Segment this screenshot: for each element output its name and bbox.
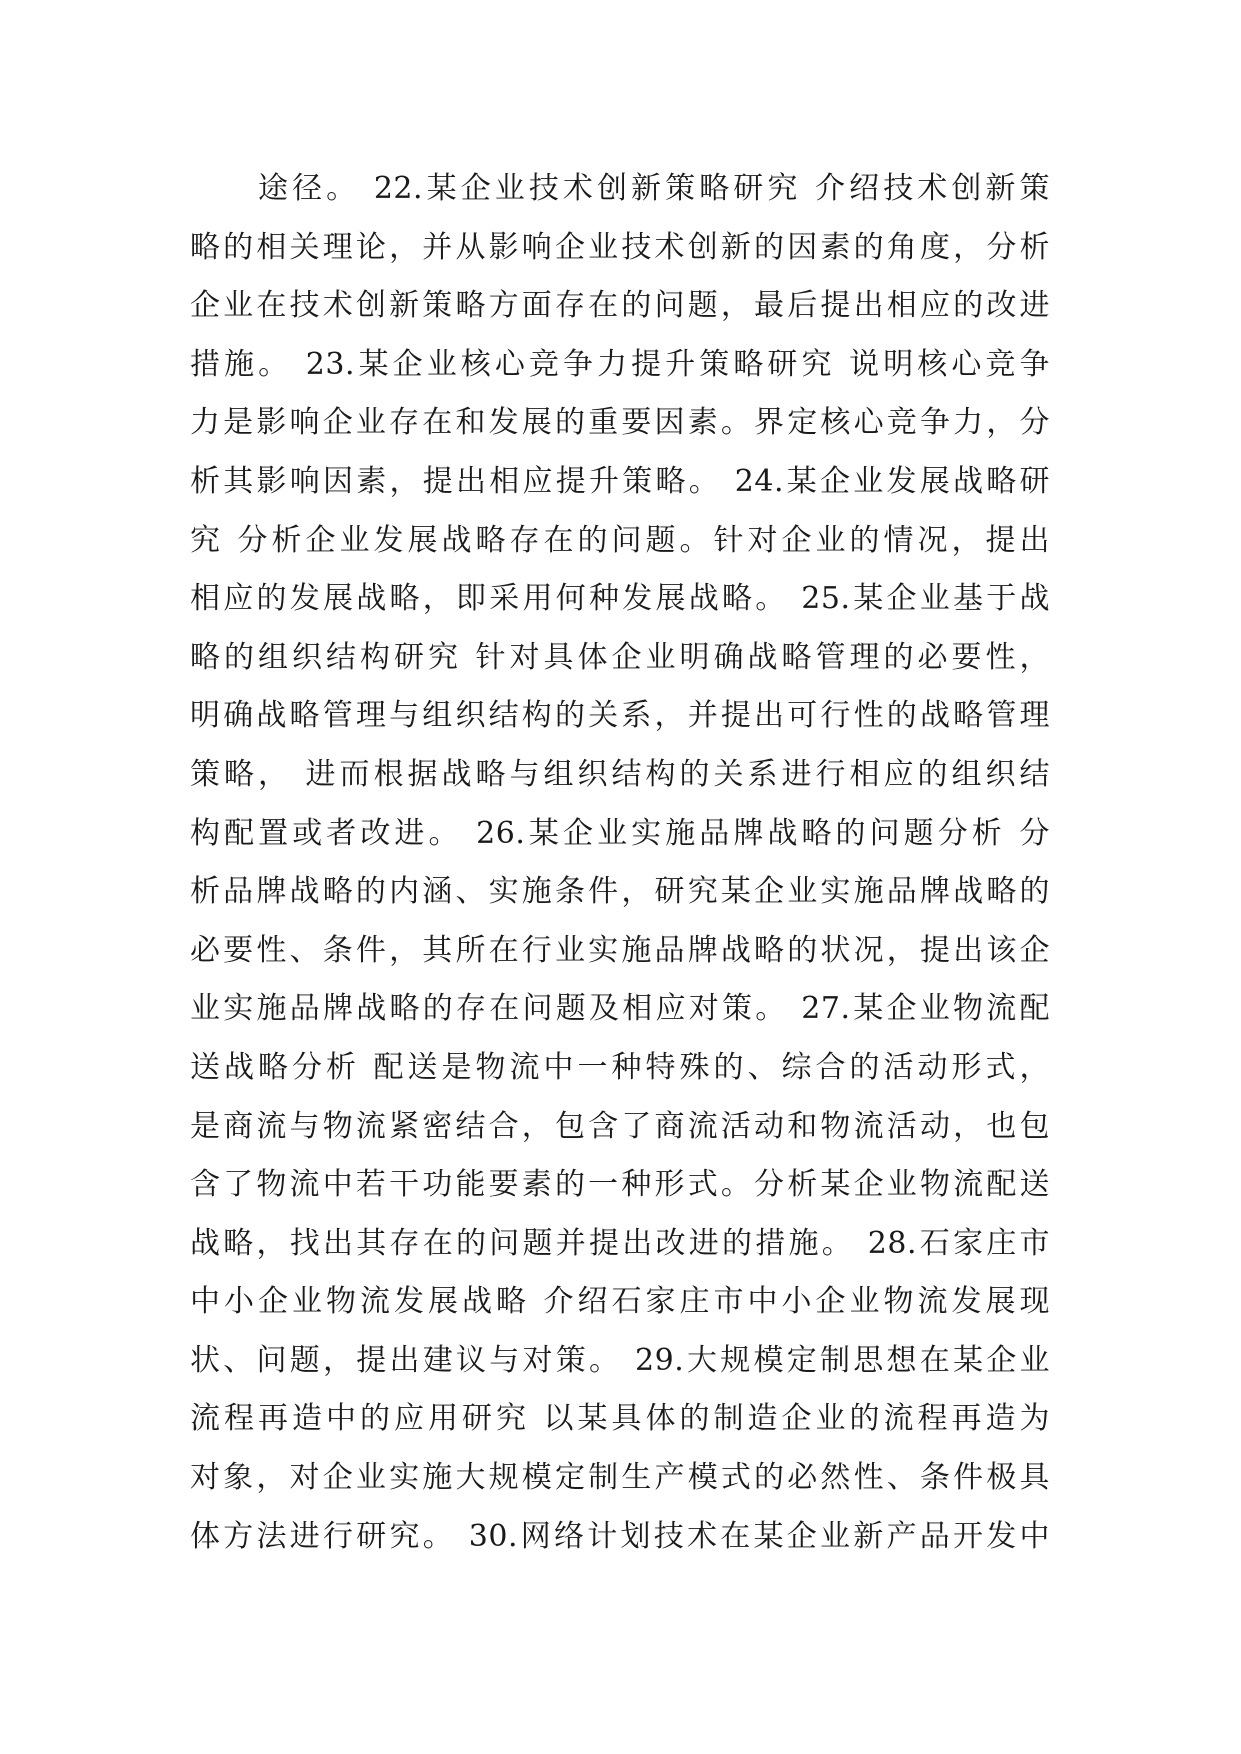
text-line: 略的组织结构研究 针对具体企业明确战略管理的必要性， <box>190 639 1050 675</box>
text-line: 措施。 23.某企业核心竞争力提升策略研究 说明核心竞争 <box>190 346 1050 382</box>
text-line: 必要性、条件，其所在行业实施品牌战略的状况，提出该企 <box>190 932 1050 968</box>
text-line: 途径。 22.某企业技术创新策略研究 介绍技术创新策 <box>258 171 1050 206</box>
text-line: 构配置或者改进。 26.某企业实施品牌战略的问题分析 分 <box>190 815 1050 851</box>
text-line: 析其影响因素，提出相应提升策略。 24.某企业发展战略研 <box>190 463 1050 499</box>
text-line: 究 分析企业发展战略存在的问题。针对企业的情况，提出 <box>190 522 1050 558</box>
text-line: 状、问题，提出建议与对策。 29.大规模定制思想在某企业 <box>190 1342 1050 1378</box>
text-line: 战略，找出其存在的问题并提出改进的措施。 28.石家庄市 <box>190 1225 1050 1261</box>
text-line: 流程再造中的应用研究 以某具体的制造企业的流程再造为 <box>190 1401 1050 1437</box>
text-line: 略的相关理论，并从影响企业技术创新的因素的角度，分析 <box>190 229 1050 265</box>
text-line: 对象，对企业实施大规模定制生产模式的必然性、条件极具 <box>190 1460 1050 1496</box>
text-line: 送战略分析 配送是物流中一种特殊的、综合的活动形式， <box>190 1049 1050 1085</box>
text-line: 业实施品牌战略的存在问题及相应对策。 27.某企业物流配 <box>190 991 1050 1027</box>
text-line: 力是影响企业存在和发展的重要因素。界定核心竞争力，分 <box>190 405 1050 441</box>
text-line: 含了物流中若干功能要素的一种形式。分析某企业物流配送 <box>190 1167 1050 1203</box>
text-line: 中小企业物流发展战略 介绍石家庄市中小企业物流发展现 <box>190 1284 1050 1320</box>
text-line: 企业在技术创新策略方面存在的问题，最后提出相应的改进 <box>190 288 1050 324</box>
text-line: 明确战略管理与组织结构的关系，并提出可行性的战略管理 <box>190 698 1050 734</box>
body-text <box>190 160 1050 1566</box>
text-line: 策略， 进而根据战略与组织结构的关系进行相应的组织结 <box>190 756 1050 792</box>
text-line: 体方法进行研究。 30.网络计划技术在某企业新产品开发中 <box>190 1518 1050 1554</box>
text-line: 析品牌战略的内涵、实施条件，研究某企业实施品牌战略的 <box>190 874 1050 910</box>
text-line: 相应的发展战略，即采用何种发展战略。 25.某企业基于战 <box>190 581 1050 617</box>
text-line: 是商流与物流紧密结合，包含了商流活动和物流活动，也包 <box>190 1108 1050 1144</box>
